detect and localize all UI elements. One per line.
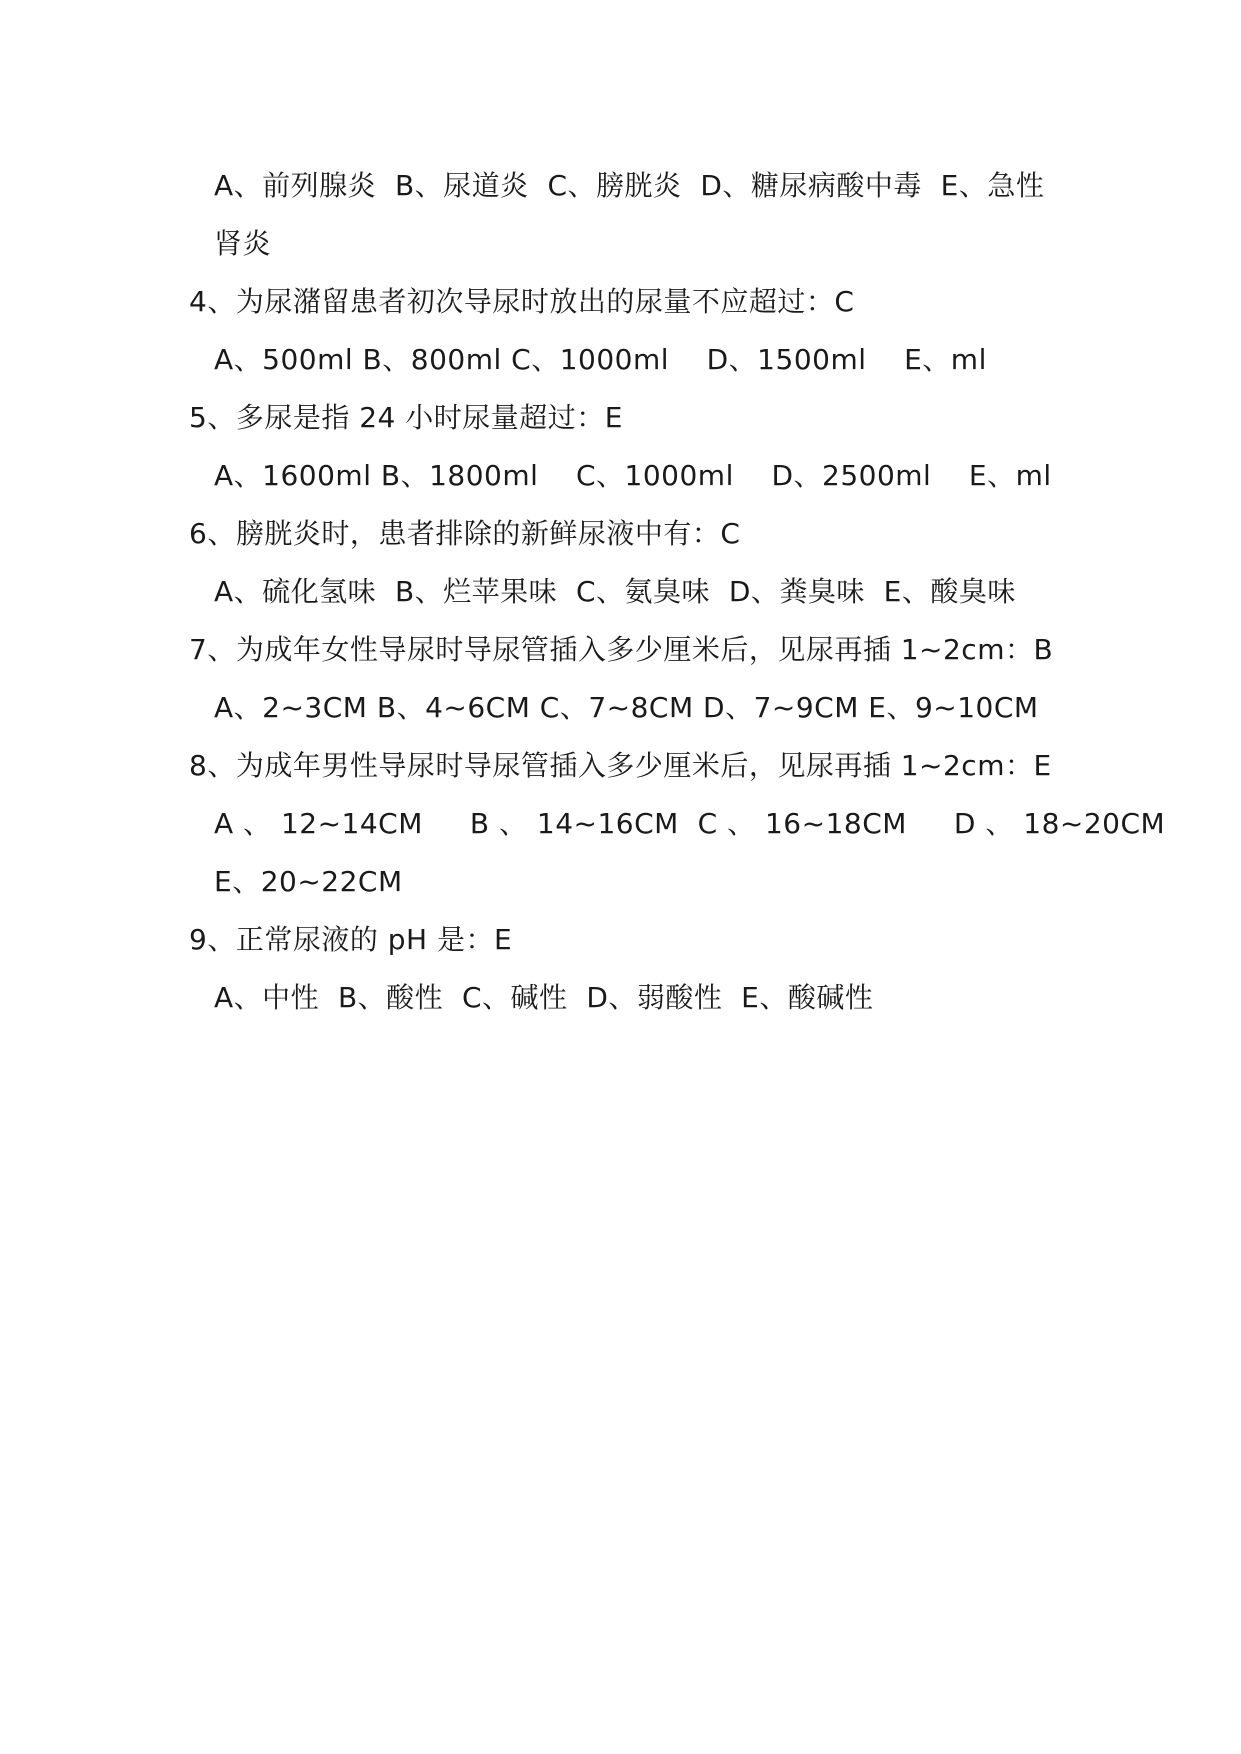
question-8-options: A 、 12~14CM B 、 14~16CM C 、 16~18CM D 、 18~20CM	[214, 807, 1166, 840]
question-5: 5、多尿是指 24 小时尿量超过：E	[189, 401, 623, 434]
question-6: 6、膀胱炎时，患者排除的新鲜尿液中有：C	[189, 517, 741, 550]
question-3-options: A、前列腺炎 B、尿道炎 C、膀胱炎 D、糖尿病酸中毒 E、急性	[214, 169, 1045, 202]
question-7-options: A、2~3CM B、4~6CM C、7~8CM D、7~9CM E、9~10CM	[214, 691, 1039, 724]
question-4: 4、为尿潴留患者初次导尿时放出的尿量不应超过：C	[189, 285, 855, 318]
question-8: 8、为成年男性导尿时导尿管插入多少厘米后，见尿再插 1~2cm：E	[189, 749, 1052, 782]
question-5-options: A、1600ml B、1800ml C、1000ml D、2500ml E、ml	[214, 459, 1052, 492]
question-4-options: A、500ml B、800ml C、1000ml D、1500ml E、ml	[214, 343, 987, 376]
question-9-options: A、中性 B、酸性 C、碱性 D、弱酸性 E、酸碱性	[214, 981, 874, 1014]
question-3-options-continued: 肾炎	[214, 227, 272, 260]
question-9: 9、正常尿液的 pH 是：E	[189, 923, 513, 956]
question-7: 7、为成年女性导尿时导尿管插入多少厘米后，见尿再插 1~2cm：B	[189, 633, 1054, 666]
question-6-options: A、硫化氢味 B、烂苹果味 C、氨臭味 D、粪臭味 E、酸臭味	[214, 575, 1016, 608]
question-8-options-continued: E、20~22CM	[214, 865, 403, 898]
